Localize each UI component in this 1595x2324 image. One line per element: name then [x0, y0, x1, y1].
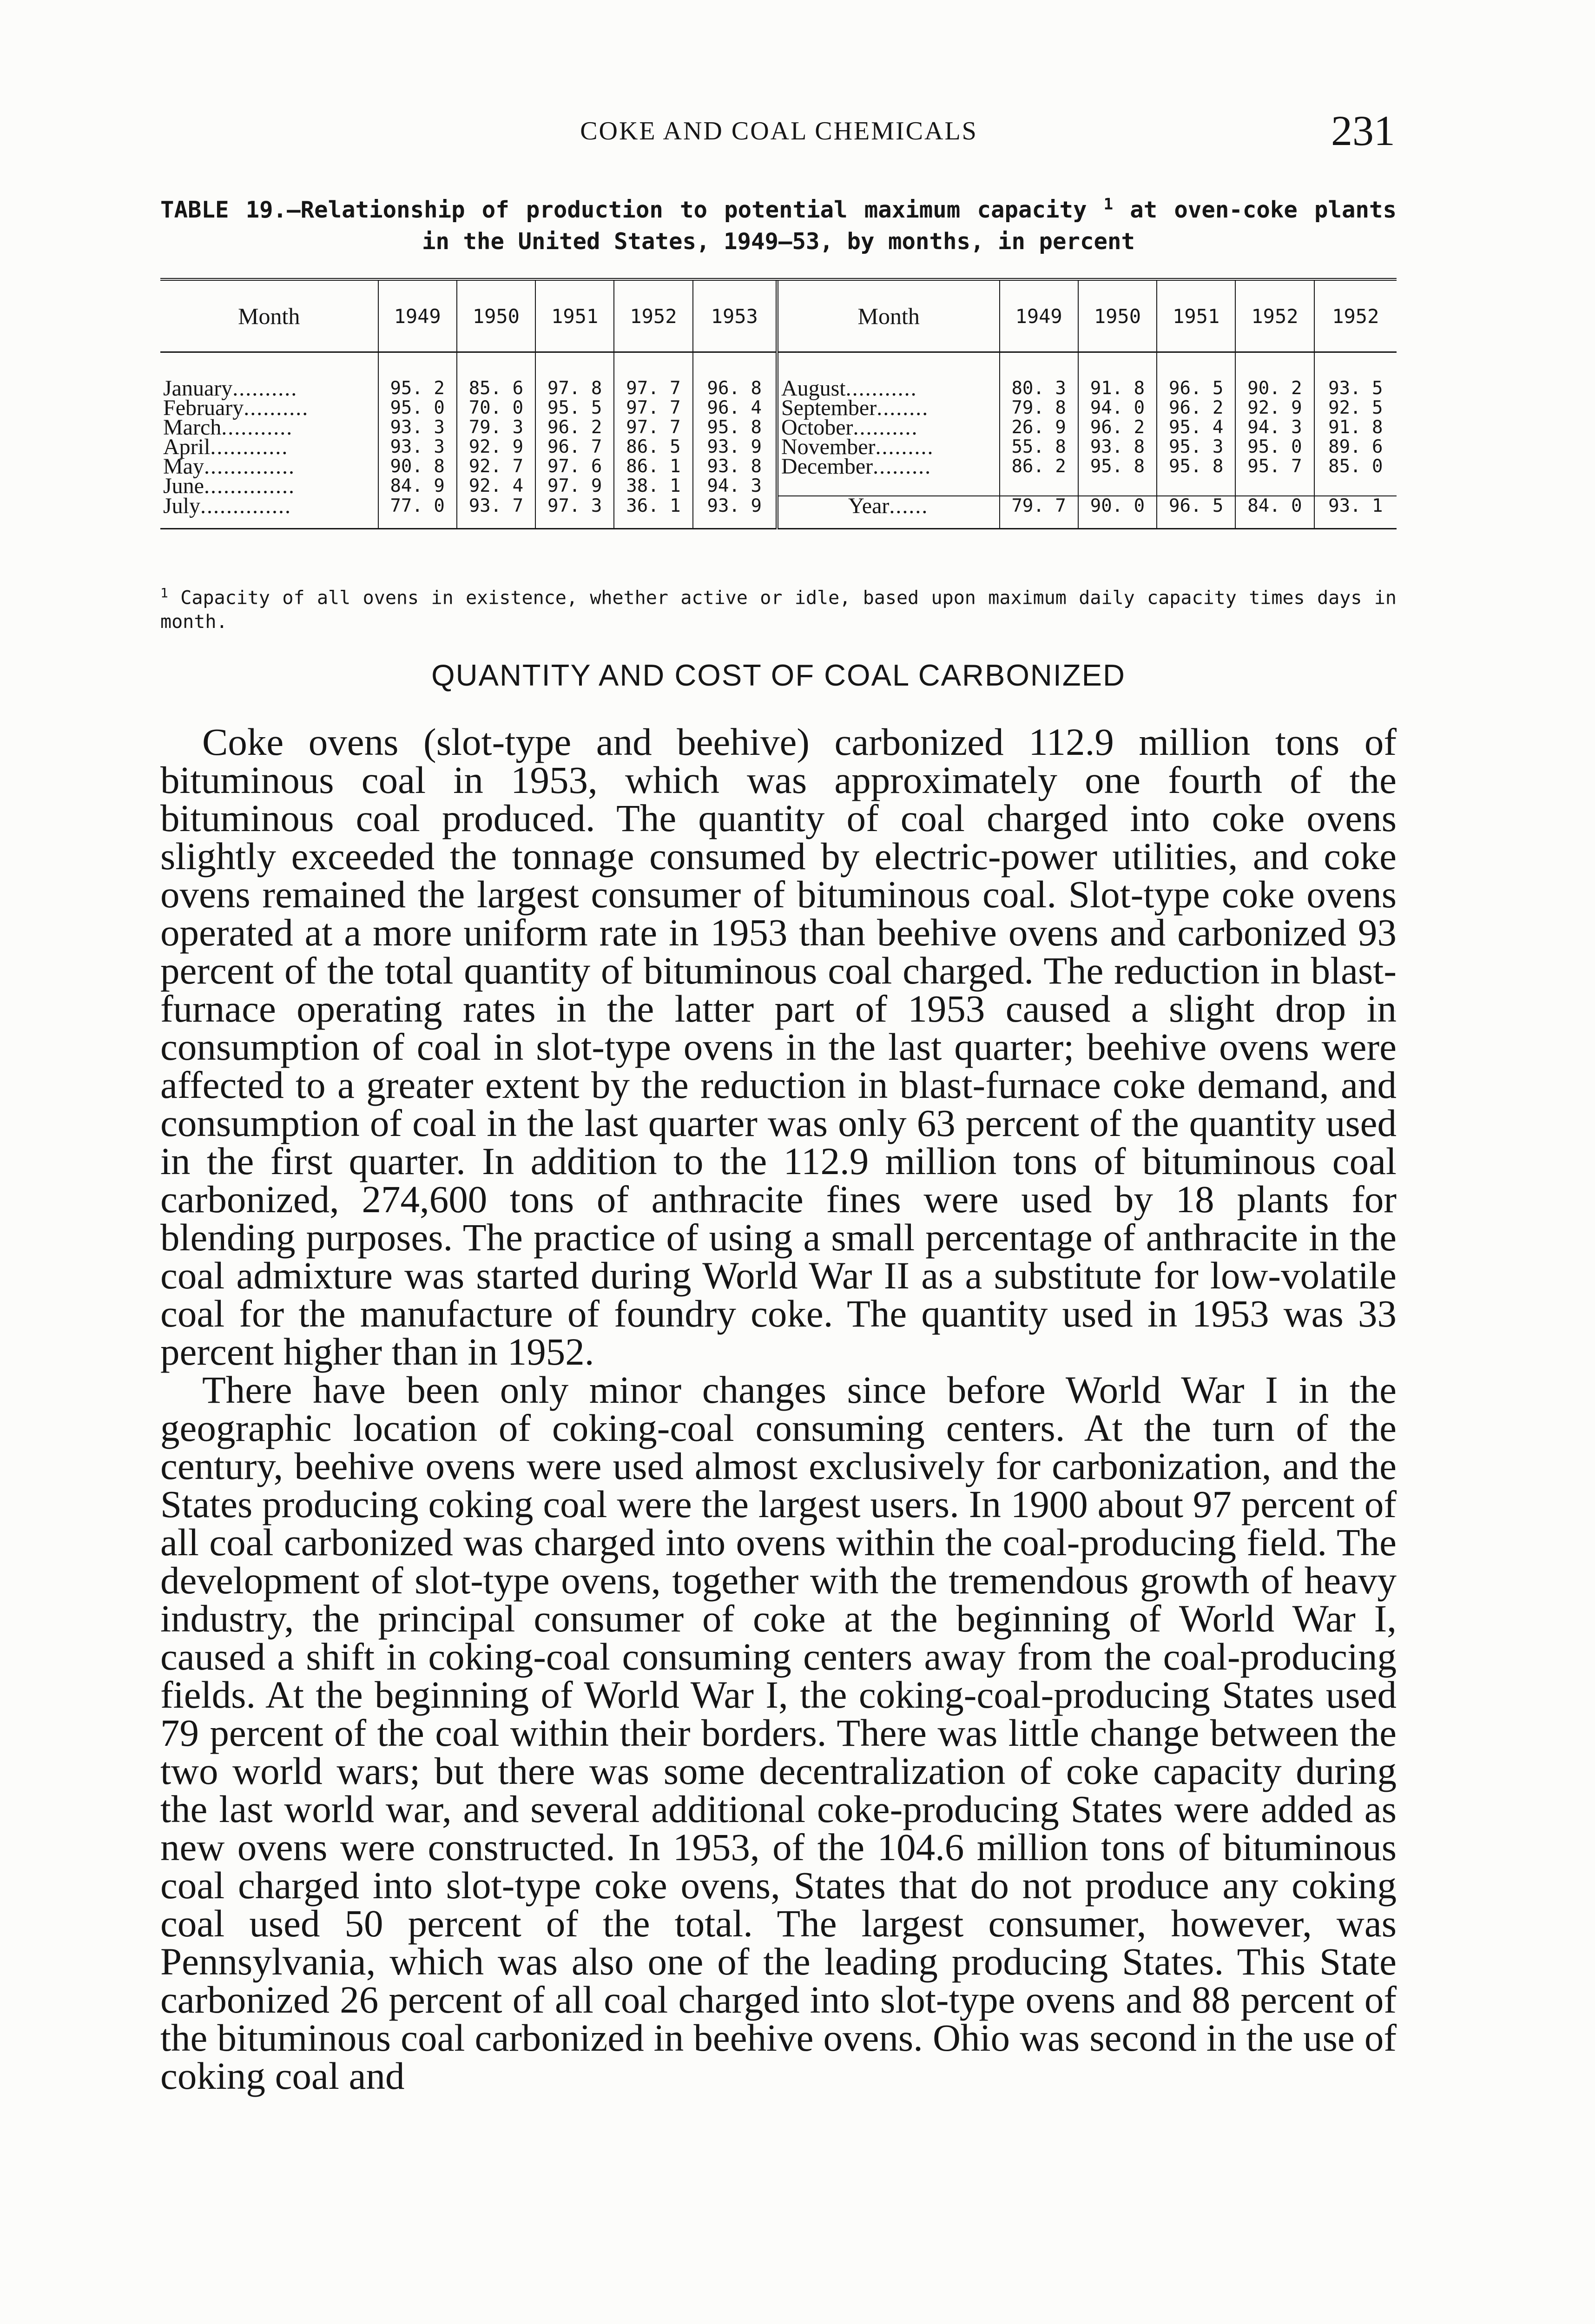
value-cell: 93. 3	[378, 437, 457, 457]
value-cell: 86. 2	[1000, 457, 1078, 476]
table-row	[160, 418, 1397, 437]
value-cell: 93. 9	[693, 496, 777, 529]
value-cell: 93. 5	[1314, 352, 1397, 399]
leader-dots: ...........	[845, 376, 917, 401]
footnote	[160, 581, 1397, 634]
value-cell: 90. 0	[1078, 496, 1157, 529]
leader-dots: ..........	[244, 396, 309, 420]
value-cell: 96. 2	[1078, 418, 1157, 437]
header-year-right: 1949	[1000, 279, 1078, 352]
value-cell: 97. 8	[535, 352, 614, 399]
header-month-right: Month	[777, 279, 1000, 352]
header-year-right: 1952	[1314, 279, 1397, 352]
running-head: COKE AND COAL CHEMICALS	[580, 117, 978, 145]
value-cell: 96. 8	[693, 352, 777, 399]
header-month-left: Month	[160, 279, 378, 352]
value-cell: 91. 8	[1314, 418, 1397, 437]
value-cell: 92. 5	[1314, 398, 1397, 418]
year-name-cell	[777, 496, 1000, 529]
value-cell: 92. 9	[1235, 398, 1314, 418]
value-cell: 94. 3	[693, 476, 777, 496]
value-cell: 96. 2	[1157, 398, 1235, 418]
table-row	[160, 352, 1397, 399]
value-cell: 84. 9	[378, 476, 457, 496]
value-cell: 93. 7	[457, 496, 535, 529]
year-label: Year	[848, 494, 890, 518]
month-name: October	[781, 415, 853, 440]
leader-dots: ..........	[232, 376, 298, 401]
page-header	[163, 106, 1395, 157]
header-year-left: 1950	[457, 279, 535, 352]
value-cell: 95. 8	[1078, 457, 1157, 476]
value-cell	[1235, 476, 1314, 496]
month-name-cell	[777, 476, 1000, 496]
capacity-data-table	[160, 278, 1397, 529]
value-cell	[1078, 476, 1157, 496]
value-cell: 79. 7	[1000, 496, 1078, 529]
leader-dots: ........	[877, 396, 929, 420]
value-cell: 70. 0	[457, 398, 535, 418]
value-cell	[1000, 476, 1078, 496]
value-cell: 26. 9	[1000, 418, 1078, 437]
value-cell: 77. 0	[378, 496, 457, 529]
leader-dots: ...........	[221, 415, 293, 440]
value-cell: 84. 0	[1235, 496, 1314, 529]
value-cell: 97. 7	[614, 418, 692, 437]
section-heading: QUANTITY AND COST OF COAL CARBONIZED	[431, 658, 1126, 692]
table-row	[160, 496, 1397, 529]
value-cell: 93. 8	[693, 457, 777, 476]
table-row	[160, 457, 1397, 476]
month-name: June	[163, 474, 204, 498]
value-cell: 38. 1	[614, 476, 692, 496]
month-name: May	[163, 454, 204, 479]
table-caption-text: —Relationship of production to potential maximum capacity	[287, 197, 1087, 223]
value-cell: 91. 8	[1078, 352, 1157, 399]
value-cell: 94. 0	[1078, 398, 1157, 418]
month-name: January	[163, 376, 233, 401]
value-cell	[1314, 476, 1397, 496]
table-row	[160, 476, 1397, 496]
header-year-right: 1952	[1235, 279, 1314, 352]
value-cell: 93. 8	[1078, 437, 1157, 457]
value-cell: 85. 0	[1314, 457, 1397, 476]
month-name: August	[781, 376, 846, 401]
month-name-cell	[777, 352, 1000, 399]
leader-dots: ......	[889, 494, 929, 518]
value-cell: 90. 2	[1235, 352, 1314, 399]
header-year-left: 1949	[378, 279, 457, 352]
value-cell: 97. 7	[614, 398, 692, 418]
value-cell: 79. 8	[1000, 398, 1078, 418]
month-name: February	[163, 396, 244, 420]
leader-dots: ............	[210, 435, 289, 459]
value-cell: 97. 9	[535, 476, 614, 496]
value-cell: 96. 7	[535, 437, 614, 457]
value-cell: 55. 8	[1000, 437, 1078, 457]
month-name: September	[781, 396, 877, 420]
value-cell: 92. 7	[457, 457, 535, 476]
table-label: TABLE 19.	[160, 197, 287, 223]
value-cell: 95. 4	[1157, 418, 1235, 437]
value-cell: 92. 4	[457, 476, 535, 496]
value-cell: 95. 7	[1235, 457, 1314, 476]
value-cell: 85. 6	[457, 352, 535, 399]
value-cell: 96. 5	[1157, 496, 1235, 529]
month-name-cell	[160, 493, 378, 529]
value-cell: 93. 1	[1314, 496, 1397, 529]
table-row	[160, 398, 1397, 418]
value-cell: 92. 9	[457, 437, 535, 457]
header-year-right: 1950	[1078, 279, 1157, 352]
month-name-cell	[777, 454, 1000, 479]
value-cell: 95. 0	[1235, 437, 1314, 457]
header-year-left: 1952	[614, 279, 692, 352]
month-name: November	[781, 435, 876, 459]
capacity-table	[160, 278, 1397, 529]
value-cell: 80. 3	[1000, 352, 1078, 399]
table-header-row	[160, 279, 1397, 352]
header-year-right: 1951	[1157, 279, 1235, 352]
value-cell: 96. 5	[1157, 352, 1235, 399]
value-cell: 36. 1	[614, 496, 692, 529]
table-caption-rest: at oven-coke plants in the United States, 1949–53, by months, in percent	[422, 197, 1397, 255]
month-name: December	[781, 454, 873, 479]
value-cell: 90. 8	[378, 457, 457, 476]
footnote-text: Capacity of all ovens in existence, whether active or idle, based upon maximum daily capacity times days in month.	[160, 587, 1397, 633]
value-cell: 79. 3	[457, 418, 535, 437]
leader-dots: ..............	[200, 493, 292, 518]
page-number: 231	[1331, 107, 1395, 154]
value-cell: 95. 2	[378, 352, 457, 399]
value-cell: 97. 7	[614, 352, 692, 399]
leader-dots: ..............	[204, 474, 295, 498]
value-cell: 95. 5	[535, 398, 614, 418]
value-cell: 97. 3	[535, 496, 614, 529]
leader-dots: .........	[875, 435, 934, 459]
value-cell	[1157, 476, 1235, 496]
month-name-cell	[160, 352, 378, 399]
leader-dots: ..............	[204, 454, 295, 479]
header-year-left: 1951	[535, 279, 614, 352]
month-name: April	[163, 435, 211, 459]
paragraph: There have been only minor changes since before World War I in the geographic location of coking-coal consuming centers. At the turn of the century, beehive ovens were used almost exclusively for carbonization, and the States producing coking coal were the largest users. In 1900 about 97 percent of all coal carbonized was charged into ovens within the coal-producing field. The development of slot-type ovens, together with the tremendous growth of heavy industry, the principal consumer of coke at the beginning of World War I, caused a shift in coking-coal consuming centers away from the coal-producing fields. At the beginning of World War I, the coking-coal-producing States used 79 percent of the coal within their borders. There was little change between the two world wars; but there was some decentralization of coke capacity during the last world war, and several additional coke-producing States were added as new ovens were constructed. In 1953, of the 104.6 million tons of bituminous coal charged into slot-type coke ovens, States that do not produce any coking coal used 50 percent of the total. The largest consumer, however, was Pennsylvania, which was also one of the leading producing States. This State carbonized 26 percent of all coal charged into slot-type ovens and 88 percent of the bituminous coal carbonized in beehive ovens. Ohio was second in the use of coking coal and	[160, 1368, 1397, 2097]
value-cell: 86. 1	[614, 457, 692, 476]
paragraph: Coke ovens (slot-type and beehive) carbonized 112.9 million tons of bituminous coal in 1953, which was approximately one fourth of the bituminous coal produced. The quantity of coal charged into coke ovens slightly exceeded the tonnage consumed by electric-power utilities, and coke ovens remained the largest consumer of bituminous coal. Slot-type coke ovens operated at a more uniform rate in 1953 than beehive ovens and carbonized 93 percent of the total quantity of bituminous coal charged. The reduction in blast-furnace operating rates in the latter part of 1953 caused a slight drop in consumption of coal in slot-type ovens in the last quarter; beehive ovens were affected to a greater extent by the reduction in blast-furnace coke demand, and consumption of coal in the last quarter was only 63 percent of the quantity used in the first quarter. In addition to the 112.9 million tons of bituminous coal carbonized, 274,600 tons of anthracite fines were used by 18 plants for blending purposes. The practice of using a small percentage of anthracite in the coal admixture was started during World War II as a substitute for low-volatile coal for the manufacture of foundry coke. The quantity used in 1953 was 33 percent higher than in 1952.	[160, 720, 1397, 1373]
table-row	[160, 437, 1397, 457]
value-cell: 96. 4	[693, 398, 777, 418]
value-cell: 95. 8	[1157, 457, 1235, 476]
month-name: March	[163, 415, 222, 440]
value-cell: 93. 3	[378, 418, 457, 437]
value-cell: 95. 3	[1157, 437, 1235, 457]
value-cell: 96. 2	[535, 418, 614, 437]
header-year-left: 1953	[693, 279, 777, 352]
value-cell: 95. 0	[378, 398, 457, 418]
body-text	[160, 720, 1397, 2097]
value-cell: 89. 6	[1314, 437, 1397, 457]
caption-footnote-mark: 1	[1103, 195, 1114, 214]
value-cell: 97. 6	[535, 457, 614, 476]
value-cell: 86. 5	[614, 437, 692, 457]
month-name: July	[163, 493, 201, 518]
value-cell: 94. 3	[1235, 418, 1314, 437]
value-cell: 95. 8	[693, 418, 777, 437]
leader-dots: .........	[873, 454, 932, 479]
leader-dots: ..........	[853, 415, 918, 440]
value-cell: 93. 9	[693, 437, 777, 457]
footnote-mark: 1	[160, 585, 168, 601]
table-caption	[160, 194, 1397, 257]
